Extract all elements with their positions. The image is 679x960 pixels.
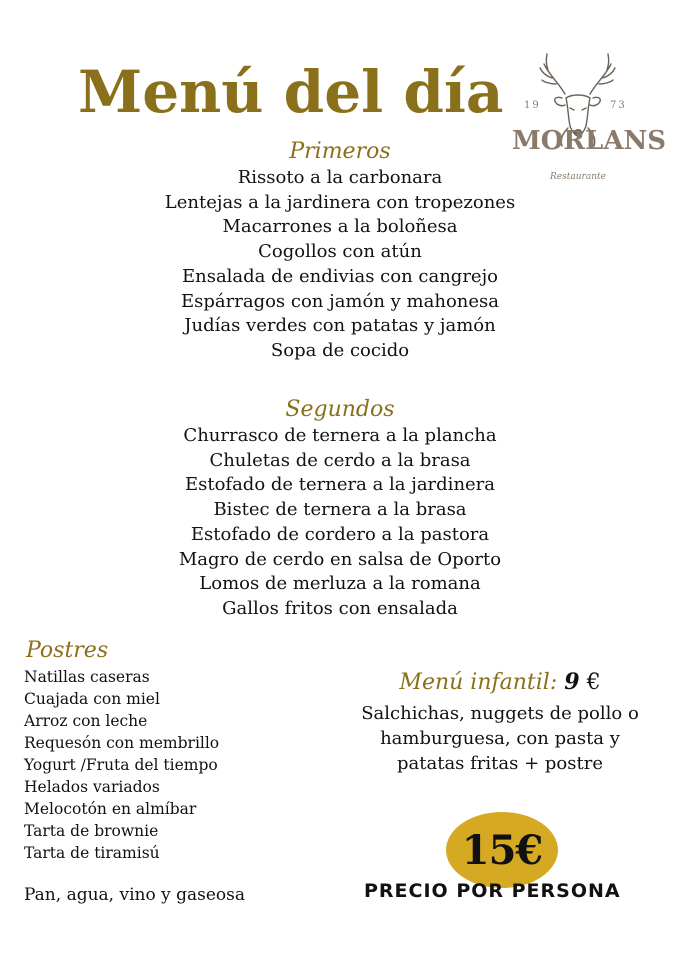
menu-item: Natillas caseras [24, 668, 150, 686]
page-title: Menú del día [78, 58, 504, 126]
menu-item: Estofado de cordero a la pastora [190, 523, 490, 545]
menu-item: Churrasco de ternera a la plancha [183, 425, 497, 446]
menu-item: Cogollos con atún [258, 241, 422, 263]
menu-infantil-line: Salchichas, nuggets de pollo o [361, 703, 639, 724]
price-label: PRECIO POR PERSONA [364, 880, 621, 902]
menu-item: Lentejas a la jardinera con tropezones [164, 191, 516, 213]
menu-item: Ensalada de endivias con cangrejo [181, 265, 499, 287]
menu-item: Gallos fritos con ensalada [222, 597, 458, 619]
menu-infantil-price: 9 [564, 669, 580, 695]
logo-brand: MORLANS [512, 126, 667, 156]
menu-item: Judías verdes con patatas y jamón [184, 315, 496, 337]
menu-item: Yogurt /Fruta del tiempo [24, 756, 218, 774]
menu-infantil-heading [340, 668, 660, 697]
menu-item: Tarta de tiramisú [24, 844, 160, 862]
menu-infantil-label: Menú infantil: [399, 670, 558, 695]
footer-note: Pan, agua, vino y gaseosa [24, 885, 246, 905]
primeros-heading: Primeros [289, 139, 391, 164]
menu-item: Rissoto a la carbonara [237, 167, 443, 188]
menu-infantil-description [340, 701, 660, 776]
menu-item: Macarrones a la boloñesa [222, 216, 458, 238]
logo-year-left: 19 [524, 100, 541, 111]
menu-infantil-line: patatas fritas + postre [397, 753, 603, 774]
menu-item: Estofado de ternera a la jardinera [184, 474, 496, 496]
menu-item: Magro de cerdo en salsa de Oporto [178, 548, 502, 570]
menu-item: Arroz con leche [24, 712, 148, 730]
menu-infantil-currency: € [586, 670, 601, 695]
logo-tagline: Restaurante [550, 172, 606, 182]
menu-item: Bistec de ternera a la brasa [213, 499, 467, 521]
menu-item: Chuletas de cerdo a la brasa [209, 449, 471, 471]
menu-item: Melocotón en almíbar [24, 800, 197, 818]
menu-infantil-line: hamburguesa, con pasta y [380, 728, 620, 749]
menu-item: Lomos de merluza a la romana [199, 573, 481, 595]
price-value: 15€ [461, 826, 543, 874]
price-badge [446, 812, 558, 888]
menu-item: Helados variados [24, 778, 160, 796]
menu-item: Espárragos con jamón y mahonesa [181, 290, 499, 312]
logo-year-right: 73 [610, 100, 627, 111]
menu-item: Tarta de brownie [24, 822, 159, 840]
menu-item: Sopa de cocido [270, 339, 410, 361]
postres-section [24, 666, 304, 864]
menu-infantil-section [340, 668, 660, 776]
segundos-heading: Segundos [285, 397, 395, 422]
primeros-section [120, 138, 560, 364]
menu-item: Cuajada con miel [24, 690, 160, 708]
postres-heading: Postres [26, 638, 109, 663]
menu-item: Requesón con membrillo [24, 734, 220, 752]
segundos-section [120, 396, 560, 622]
